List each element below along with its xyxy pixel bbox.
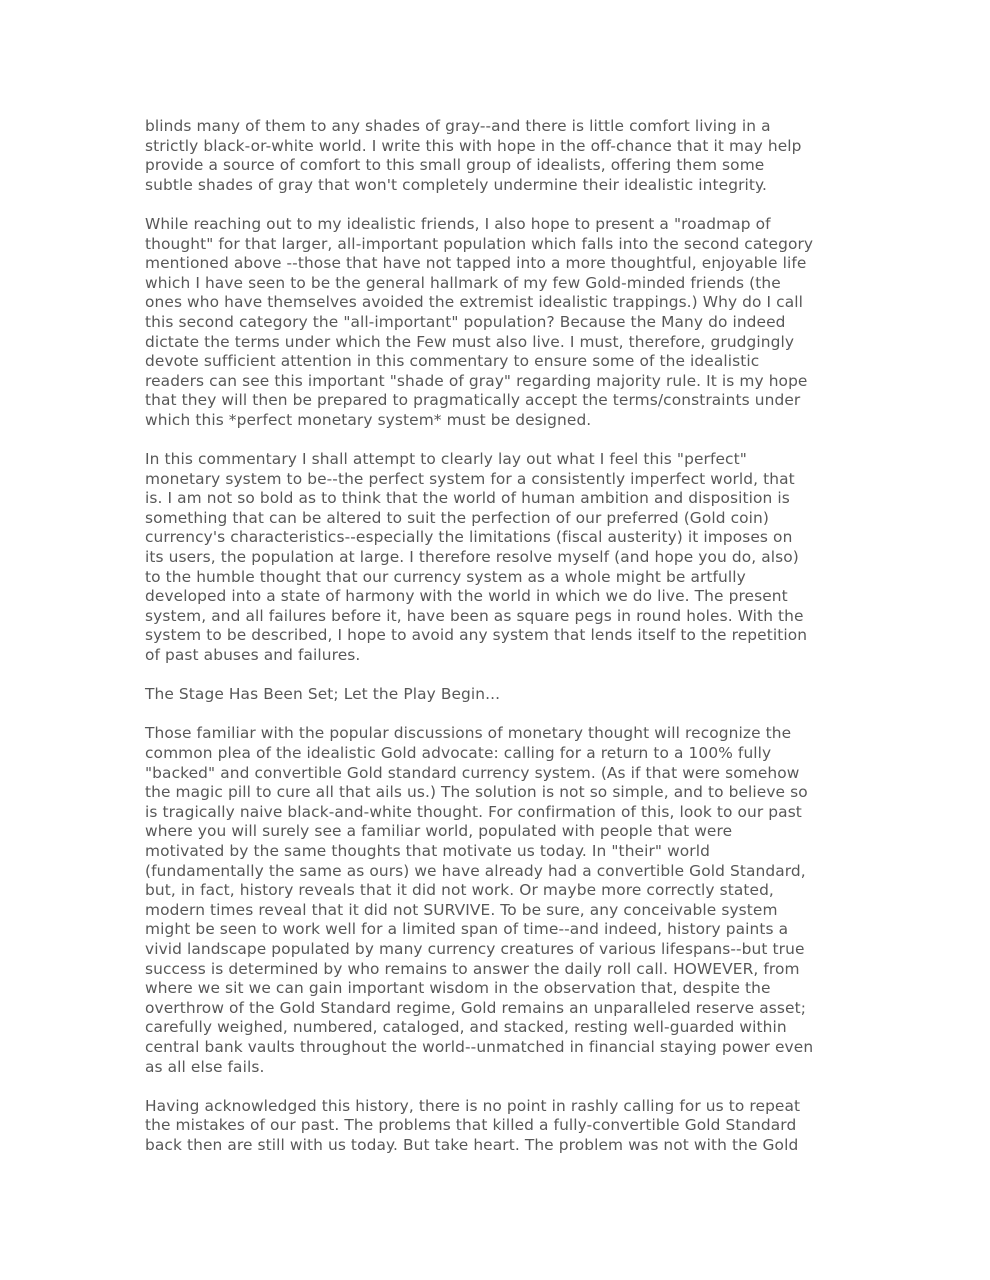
paragraph-4: Those familiar with the popular discussions of monetary thought will recognize the common plea of the idealistic Gold advocate: calling for a return to a 100% fully "backed" and convertible Gold standard currency system. (As if that were somehow the magic pill to cure all that ails us.) The solution is not so simple, and to believe so is tragically naive black-and-white thought. For confirmation of this, look to our past where you will surely see a familiar world, populated with people that were motivated by the same thoughts that motivate us today. In "their" world (fundamentally the same as ours) we have already had a convertible Gold Standard, but, in fact, history reveals that it did not work. Or maybe more correctly stated, modern times reveal that it did not SURVIVE. To be sure, any conceivable system might be seen to work well for a limited span of time--and indeed, history paints a vivid landscape populated by many currency creatures of various lifespans--but true success is determined by who remains to answer the daily roll call. HOWEVER, from where we sit we can gain important wisdom in the observation that, despite the overthrow of the Gold Standard regime, Gold remains an unparalleled reserve asset; carefully weighed, numbered, cataloged, and stacked, resting well-guarded within central bank vaults throughout the world--unmatched in financial staying power even as all else fails. <box>145 724 814 1076</box>
paragraph-1: blinds many of them to any shades of gray--and there is little comfort living in a strictly black-or-white world. I write this with hope in the off-chance that it may help provide a source of comfort to this small group of idealists, offering them some subtle shades of gray that won't completely undermine their idealistic integrity. <box>145 117 802 194</box>
paragraph-3: In this commentary I shall attempt to clearly lay out what I feel this "perfect" monetary system to be--the perfect system for a consistently imperfect world, that is. I am not so bold as to think that the world of human ambition and disposition is something that can be altered to suit the perfection of our preferred (Gold coin) currency's characteristics--especially the limitations (fiscal austerity) it imposes on its users, the population at large. I therefore resolve myself (and hope you do, also) to the humble thought that our currency system as a whole might be artfully developed into a state of harmony with the world in which we do live. The present system, and all failures before it, have been as square pegs in round holes. With the system to be described, I hope to avoid any system that lends itself to the repetition of past abuses and failures. <box>145 450 808 665</box>
paragraph-5: Having acknowledged this history, there is no point in rashly calling for us to repeat the mistakes of our past. The problems that killed a fully-convertible Gold Standard back then are still with us today. But take heart. The problem was not with the Gold <box>145 1096 801 1154</box>
paragraph-2: While reaching out to my idealistic friends, I also hope to present a "roadmap of thought" for that larger, all-important population which falls into the second category mentioned above --those that have not tapped into a more thoughtful, enjoyable life which I have seen to be the general hallmark of my few Gold-minded friends (the ones who have themselves avoided the extremist idealistic trappings.) Why do I call this second category the "all-important" population? Because the Many do indeed dictate the terms under which the Few must also live. I must, therefore, grudgingly devote sufficient attention in this commentary to ensure some of the idealistic readers can see this important "shade of gray" regarding majority rule. It is my hope that they will then be prepared to pragmatically accept the terms/constraints under which this *perfect monetary system* must be designed. <box>145 214 814 429</box>
document-body <box>145 117 865 1175</box>
section-heading: The Stage Has Been Set; Let the Play Begin... <box>145 685 501 704</box>
